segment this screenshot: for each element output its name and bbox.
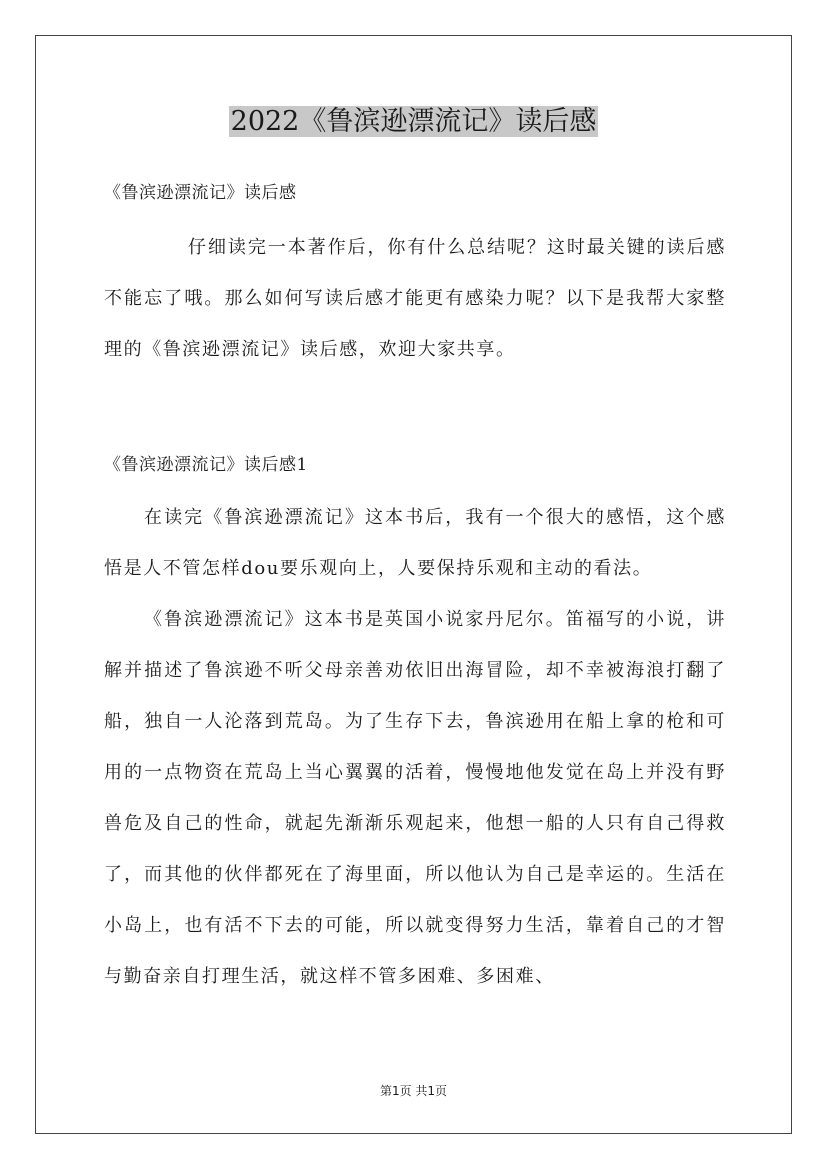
intro-paragraph: 仔细读完一本著作后，你有什么总结呢？这时最关键的读后感不能忘了哦。那么如何写读后感才能更有感染力呢？以下是我帮大家整理的《鲁滨逊漂流记》读后感，欢迎大家共享。 (104, 237, 726, 360)
section-heading-1: 《鲁滨逊漂流记》读后感1 (104, 455, 308, 475)
section1-paragraph-1: 在读完《鲁滨逊漂流记》这本书后，我有一个很大的感悟，这个感悟是人不管怎样dou要乐观向上，人要保持乐观和主动的看法。 (104, 507, 726, 579)
document-title-text: 2022《鲁滨逊漂流记》读后感 (230, 106, 597, 137)
section1-paragraph-2: 《鲁滨逊漂流记》这本书是英国小说家丹尼尔。笛福写的小说，讲解并描述了鲁滨逊不听父母亲善劝依旧出海冒险，却不幸被海浪打翻了船，独自一人沦落到荒岛。为了生存下去，鲁滨逊用在船上拿的枪和可用的一点物资在荒岛上当心翼翼的活着，慢慢地他发觉在岛上并没有野兽危及自己的性命，就起先渐渐乐观起来，他想一船的人只有自己得救了，而其他的伙伴都死在了海里面，所以他认为自己是幸运的。生活在小岛上，也有活不下去的可能，所以就变得努力生活，靠着自己的才智与勤奋亲自打理生活，就这样不管多困难、多困难、 (104, 609, 726, 987)
subtitle: 《鲁滨逊漂流记》读后感 (104, 183, 297, 203)
page-footer: 第1页 共1页 (379, 1084, 448, 1098)
document-title (0, 102, 827, 142)
